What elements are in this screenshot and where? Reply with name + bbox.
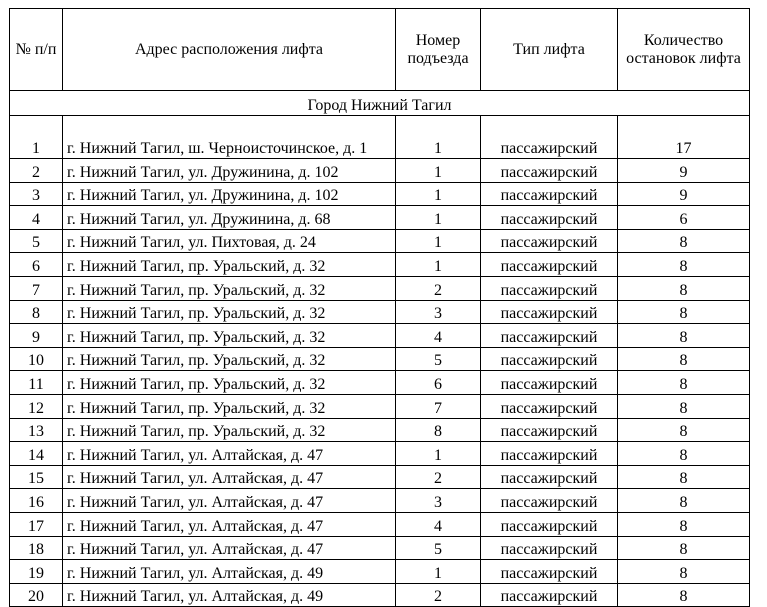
cell-entrance: 1 xyxy=(396,253,481,277)
cell-entrance: 6 xyxy=(396,371,481,395)
cell-number: 12 xyxy=(10,394,63,418)
cell-entrance: 1 xyxy=(396,229,481,253)
cell-entrance: 2 xyxy=(396,465,481,489)
cell-lift-type: пассажирский xyxy=(481,182,618,206)
cell-stops: 8 xyxy=(618,276,750,300)
cell-entrance: 4 xyxy=(396,324,481,348)
cell-stops: 6 xyxy=(618,206,750,230)
cell-stops: 8 xyxy=(618,442,750,466)
cell-stops: 17 xyxy=(618,116,750,159)
cell-address: г. Нижний Тагил, ул. Дружинина, д. 68 xyxy=(63,206,396,230)
cell-stops: 8 xyxy=(618,560,750,584)
cell-entrance: 2 xyxy=(396,276,481,300)
cell-number: 9 xyxy=(10,324,63,348)
cell-entrance: 1 xyxy=(396,182,481,206)
cell-stops: 8 xyxy=(618,489,750,513)
cell-lift-type: пассажирский xyxy=(481,159,618,183)
table-row xyxy=(10,276,750,300)
cell-number: 18 xyxy=(10,536,63,560)
cell-address: г. Нижний Тагил, ул. Алтайская, д. 47 xyxy=(63,442,396,466)
cell-stops: 8 xyxy=(618,371,750,395)
cell-entrance: 5 xyxy=(396,347,481,371)
cell-lift-type: пассажирский xyxy=(481,300,618,324)
table-row xyxy=(10,182,750,206)
cell-address: г. Нижний Тагил, ул. Дружинина, д. 102 xyxy=(63,182,396,206)
header-entrance: Номер подъезда xyxy=(396,9,481,91)
header-stops: Количество остановок лифта xyxy=(618,9,750,91)
cell-entrance: 7 xyxy=(396,394,481,418)
header-number: № п/п xyxy=(10,9,63,91)
cell-lift-type: пассажирский xyxy=(481,560,618,584)
cell-address: г. Нижний Тагил, пр. Уральский, д. 32 xyxy=(63,371,396,395)
table-header-row xyxy=(10,9,750,91)
cell-address: г. Нижний Тагил, ул. Алтайская, д. 49 xyxy=(63,560,396,584)
cell-number: 11 xyxy=(10,371,63,395)
cell-lift-type: пассажирский xyxy=(481,116,618,159)
cell-stops: 8 xyxy=(618,536,750,560)
cell-number: 15 xyxy=(10,465,63,489)
cell-lift-type: пассажирский xyxy=(481,489,618,513)
cell-number: 16 xyxy=(10,489,63,513)
cell-entrance: 3 xyxy=(396,489,481,513)
header-address: Адрес расположения лифта xyxy=(63,9,396,91)
table-row xyxy=(10,465,750,489)
cell-address: г. Нижний Тагил, пр. Уральский, д. 32 xyxy=(63,253,396,277)
cell-lift-type: пассажирский xyxy=(481,465,618,489)
cell-entrance: 2 xyxy=(396,583,481,607)
cell-stops: 8 xyxy=(618,418,750,442)
cell-number: 10 xyxy=(10,347,63,371)
cell-number: 5 xyxy=(10,229,63,253)
cell-entrance: 1 xyxy=(396,206,481,230)
cell-address: г. Нижний Тагил, пр. Уральский, д. 32 xyxy=(63,276,396,300)
table-row xyxy=(10,300,750,324)
cell-stops: 8 xyxy=(618,347,750,371)
cell-stops: 8 xyxy=(618,229,750,253)
cell-number: 2 xyxy=(10,159,63,183)
table-row xyxy=(10,347,750,371)
section-row xyxy=(10,91,750,116)
cell-number: 20 xyxy=(10,583,63,607)
table-row xyxy=(10,536,750,560)
table-row xyxy=(10,418,750,442)
table-row xyxy=(10,560,750,584)
cell-stops: 8 xyxy=(618,465,750,489)
cell-entrance: 1 xyxy=(396,159,481,183)
cell-stops: 8 xyxy=(618,512,750,536)
table-row xyxy=(10,512,750,536)
table-row xyxy=(10,394,750,418)
cell-address: г. Нижний Тагил, пр. Уральский, д. 32 xyxy=(63,347,396,371)
cell-stops: 9 xyxy=(618,159,750,183)
cell-stops: 8 xyxy=(618,253,750,277)
cell-entrance: 1 xyxy=(396,560,481,584)
section-title: Город Нижний Тагил xyxy=(10,91,750,116)
lift-registry-table xyxy=(9,8,750,607)
cell-number: 1 xyxy=(10,116,63,159)
cell-address: г. Нижний Тагил, ул. Алтайская, д. 47 xyxy=(63,512,396,536)
cell-lift-type: пассажирский xyxy=(481,512,618,536)
table-row xyxy=(10,159,750,183)
cell-entrance: 3 xyxy=(396,300,481,324)
table-row xyxy=(10,116,750,159)
cell-entrance: 5 xyxy=(396,536,481,560)
cell-number: 8 xyxy=(10,300,63,324)
cell-number: 14 xyxy=(10,442,63,466)
cell-stops: 8 xyxy=(618,300,750,324)
cell-number: 17 xyxy=(10,512,63,536)
cell-number: 3 xyxy=(10,182,63,206)
cell-lift-type: пассажирский xyxy=(481,276,618,300)
cell-number: 19 xyxy=(10,560,63,584)
cell-lift-type: пассажирский xyxy=(481,418,618,442)
cell-stops: 8 xyxy=(618,324,750,348)
table-row xyxy=(10,583,750,607)
cell-number: 7 xyxy=(10,276,63,300)
cell-lift-type: пассажирский xyxy=(481,347,618,371)
cell-address: г. Нижний Тагил, ул. Алтайская, д. 47 xyxy=(63,489,396,513)
cell-lift-type: пассажирский xyxy=(481,229,618,253)
cell-entrance: 1 xyxy=(396,442,481,466)
cell-address: г. Нижний Тагил, пр. Уральский, д. 32 xyxy=(63,300,396,324)
cell-address: г. Нижний Тагил, ул. Пихтовая, д. 24 xyxy=(63,229,396,253)
cell-stops: 8 xyxy=(618,394,750,418)
cell-address: г. Нижний Тагил, ш. Черноисточинское, д. 1 xyxy=(63,116,396,159)
header-lift-type: Тип лифта xyxy=(481,9,618,91)
cell-number: 6 xyxy=(10,253,63,277)
cell-lift-type: пассажирский xyxy=(481,442,618,466)
cell-address: г. Нижний Тагил, ул. Дружинина, д. 102 xyxy=(63,159,396,183)
table-row xyxy=(10,489,750,513)
cell-address: г. Нижний Тагил, ул. Алтайская, д. 49 xyxy=(63,583,396,607)
table-row xyxy=(10,206,750,230)
cell-lift-type: пассажирский xyxy=(481,583,618,607)
cell-lift-type: пассажирский xyxy=(481,253,618,277)
cell-address: г. Нижний Тагил, пр. Уральский, д. 32 xyxy=(63,394,396,418)
table-row xyxy=(10,229,750,253)
cell-stops: 9 xyxy=(618,182,750,206)
cell-address: г. Нижний Тагил, ул. Алтайская, д. 47 xyxy=(63,465,396,489)
cell-address: г. Нижний Тагил, пр. Уральский, д. 32 xyxy=(63,324,396,348)
table-row xyxy=(10,324,750,348)
table-row xyxy=(10,253,750,277)
cell-entrance: 4 xyxy=(396,512,481,536)
cell-lift-type: пассажирский xyxy=(481,394,618,418)
cell-lift-type: пассажирский xyxy=(481,206,618,230)
cell-number: 4 xyxy=(10,206,63,230)
cell-stops: 8 xyxy=(618,583,750,607)
cell-address: г. Нижний Тагил, ул. Алтайская, д. 47 xyxy=(63,536,396,560)
table-row xyxy=(10,371,750,395)
cell-lift-type: пассажирский xyxy=(481,536,618,560)
table-row xyxy=(10,442,750,466)
cell-number: 13 xyxy=(10,418,63,442)
cell-entrance: 1 xyxy=(396,116,481,159)
cell-lift-type: пассажирский xyxy=(481,371,618,395)
cell-lift-type: пассажирский xyxy=(481,324,618,348)
cell-entrance: 8 xyxy=(396,418,481,442)
cell-address: г. Нижний Тагил, пр. Уральский, д. 32 xyxy=(63,418,396,442)
